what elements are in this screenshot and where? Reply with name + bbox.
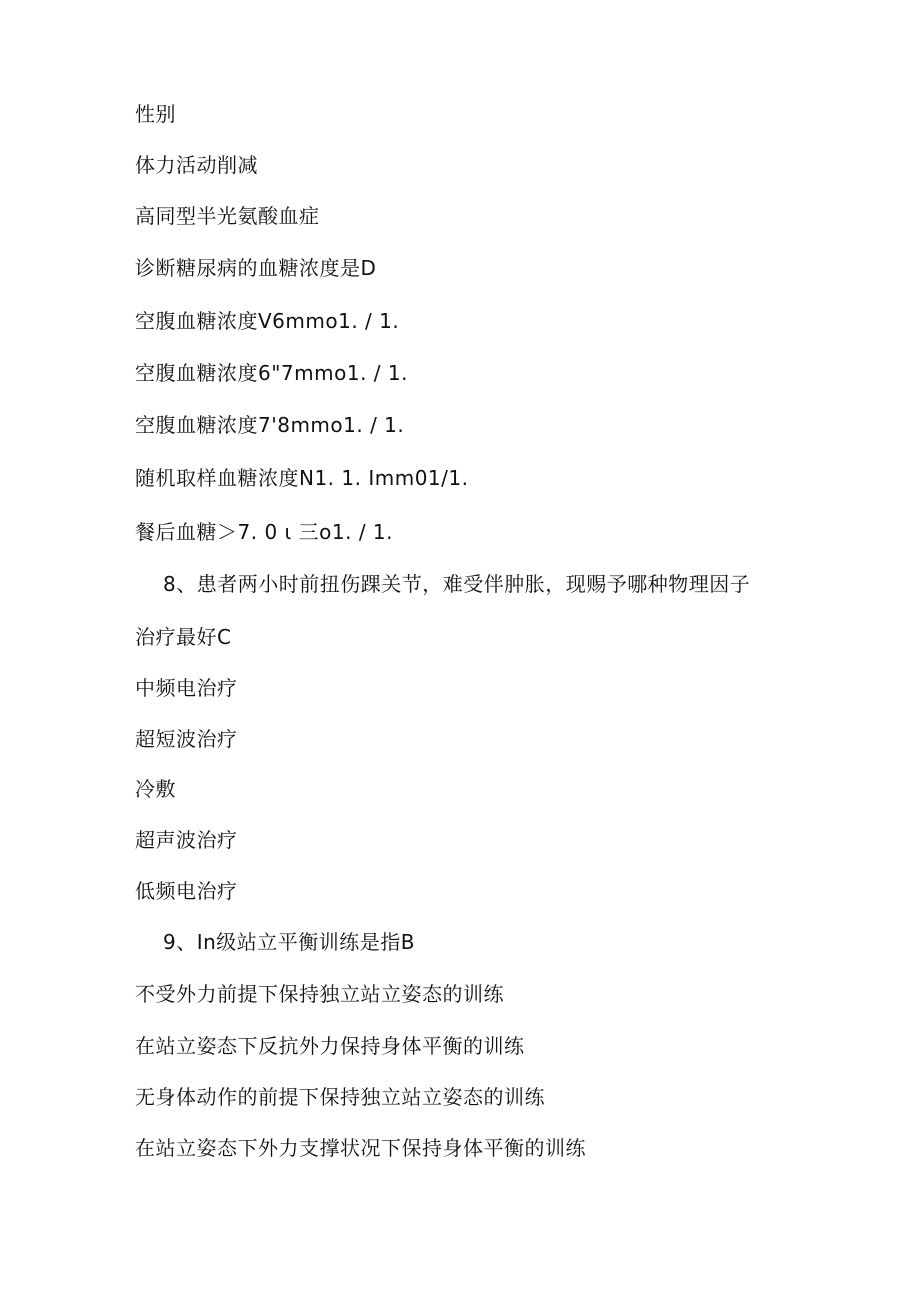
answer-option: 在站立姿态下反抗外力保持身体平衡的训练 (135, 1034, 525, 1058)
text-line-homocysteinemia: 高同型半光氨酸血症 (135, 204, 320, 228)
answer-option: 超短波治疗 (135, 727, 238, 751)
answer-option: 空腹血糖浓度6"7mmo1. / 1. (135, 361, 408, 385)
answer-option: 空腹血糖浓度7'8mmo1. / 1. (135, 413, 405, 437)
question-8-stem-cont: 治疗最好C (135, 625, 232, 649)
answer-option: 无身体动作的前提下保持独立站立姿态的训练 (135, 1085, 545, 1109)
answer-option: 中频电治疗 (135, 676, 238, 700)
answer-option: 冷敷 (135, 777, 176, 801)
text-line-reduced-activity: 体力活动削减 (135, 153, 258, 177)
answer-option: 空腹血糖浓度V6mmo1. / 1. (135, 309, 400, 333)
answer-option: 超声波治疗 (135, 828, 238, 852)
answer-option: 餐后血糖＞7. 0 ι 三o1. / 1. (135, 520, 393, 544)
answer-option: 低频电治疗 (135, 879, 238, 903)
question-8-stem: 8、患者两小时前扭伤踝关节，难受伴肿胀，现赐予哪种物理因子 (163, 572, 751, 596)
answer-option: 不受外力前提下保持独立站立姿态的训练 (135, 982, 504, 1006)
question-7-stem-end: 诊断糖尿病的血糖浓度是D (135, 256, 377, 280)
answer-option: 在站立姿态下外力支撑状况下保持身体平衡的训练 (135, 1136, 586, 1160)
text-line-gender: 性别 (135, 102, 176, 126)
question-9-stem: 9、In级站立平衡训练是指B (163, 930, 416, 954)
answer-option: 随机取样血糖浓度N1. 1. Imm01/1. (135, 466, 469, 490)
